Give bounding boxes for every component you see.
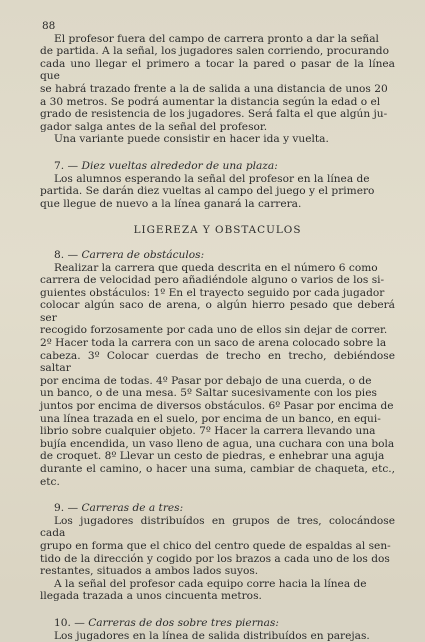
text-line: a 30 metros. Se podrá aumentar la distancia según la edad o el bbox=[40, 95, 381, 108]
text-line: Los jugadores en la línea de salida distribuídos en parejas. bbox=[54, 629, 370, 642]
section-title: Diez vueltas alrededor de una plaza: bbox=[81, 159, 278, 172]
text-line: 2º Hacer toda la carrera con un saco de arena colocado sobre la bbox=[40, 337, 387, 350]
text-line: restantes, situados a ambos lados suyos. bbox=[40, 565, 259, 578]
text-line: juntos por encima de diversos obstáculos. 6º Pasar por encima de bbox=[40, 400, 394, 413]
intro-paragraph bbox=[40, 33, 395, 146]
text-line: que llegue de nuevo a la línea ganará la carrera. bbox=[40, 197, 302, 210]
chapter-title: LIGEREZA Y OBSTACULOS bbox=[133, 224, 302, 237]
text-line: carrera de velocidad pero añadiéndole alguno o varios de los si- bbox=[40, 274, 385, 287]
section-number: 8. — bbox=[54, 248, 79, 261]
text-line: partida. Se darán diez vueltas al campo del juego y el primero bbox=[40, 185, 375, 198]
section-9 bbox=[40, 502, 395, 603]
page-number: 88 bbox=[42, 20, 56, 32]
section-title: Carreras de dos sobre tres piernas: bbox=[88, 616, 279, 629]
text-line: El profesor fuera del campo de carrera pronto a dar la señal bbox=[54, 32, 379, 45]
section-heading-10 bbox=[40, 617, 395, 630]
text-line: bujía encendida, un vaso lleno de agua, una cuchara con una bola bbox=[40, 437, 395, 450]
section-heading-7 bbox=[40, 160, 395, 173]
section-title: Carreras de a tres: bbox=[81, 502, 184, 515]
text-line: de partida. A la señal, los jugadores salen corriendo, procurando bbox=[40, 45, 389, 58]
text-line: durante el camino, o hacer una suma, cambiar de chaqueta, etc., etc. bbox=[40, 463, 395, 488]
text-line: de croquet. 8º Llevar un cesto de piedras, e enhebrar una aguja bbox=[40, 450, 385, 463]
section-heading-8 bbox=[40, 249, 395, 262]
text-line: se habrá trazado frente a la de salida a una distancia de unos 20 bbox=[40, 82, 388, 95]
text-line: cabeza. 3º Colocar cuerdas de trecho en trecho, debiéndose saltar bbox=[40, 349, 395, 375]
text-line: librio sobre cualquier objeto. 7º Hacer la carrera llevando una bbox=[40, 425, 376, 438]
text-line: llegada trazada a unos cincuenta metros. bbox=[40, 590, 262, 603]
text-line: tido de la dirección y cogido por los brazos a cada uno de los dos bbox=[40, 552, 390, 565]
text-line: cada uno llegar el primero a tocar la pared o pasar de la línea que bbox=[40, 57, 395, 83]
text-line: Realizar la carrera que queda descrita en el número 6 como bbox=[54, 261, 378, 274]
text-line: guientes obstáculos: 1º En el trayecto seguido por cada jugador bbox=[40, 286, 385, 299]
section-heading-9 bbox=[40, 502, 395, 515]
section-title: Carrera de obstáculos: bbox=[81, 248, 205, 261]
text-line: recogido forzosamente por cada uno de ellos sin dejar de correr. bbox=[40, 324, 388, 337]
text-line: por encima de todas. 4º Pasar por debajo de una cuerda, o de bbox=[40, 374, 372, 387]
section-number: 10. — bbox=[54, 616, 85, 629]
variant-line: Una variante puede consistir en hacer ida y vuelta. bbox=[54, 133, 329, 146]
text-line: gador salga antes de la señal del profesor. bbox=[40, 120, 268, 133]
text-line: grupo en forma que el chico del centro quede de espaldas al sen- bbox=[40, 539, 391, 552]
text-line: un banco, o de una mesa. 5º Saltar sucesivamente con los pies bbox=[40, 387, 377, 400]
section-8 bbox=[40, 249, 395, 488]
section-number: 9. — bbox=[54, 502, 79, 515]
text-line: grado de resistencia de los jugadores. Será falta el que algún ju- bbox=[40, 108, 388, 121]
section-7 bbox=[40, 160, 395, 210]
text-line: colocar algún saco de arena, o algún hierro pesado que deberá ser bbox=[40, 299, 395, 324]
section-number: 7. — bbox=[54, 159, 79, 172]
section-10 bbox=[40, 617, 395, 642]
text-line: una línea trazada en el suelo, por encima de un banco, en equi- bbox=[40, 412, 381, 425]
text-line: Los alumnos esperando la señal del profesor en la línea de bbox=[54, 172, 370, 185]
text-line: Los jugadores distribuídos en grupos de tres, colocándose cada bbox=[40, 514, 395, 540]
text-line: A la señal del profesor cada equipo corre hacia la línea de bbox=[54, 577, 367, 590]
